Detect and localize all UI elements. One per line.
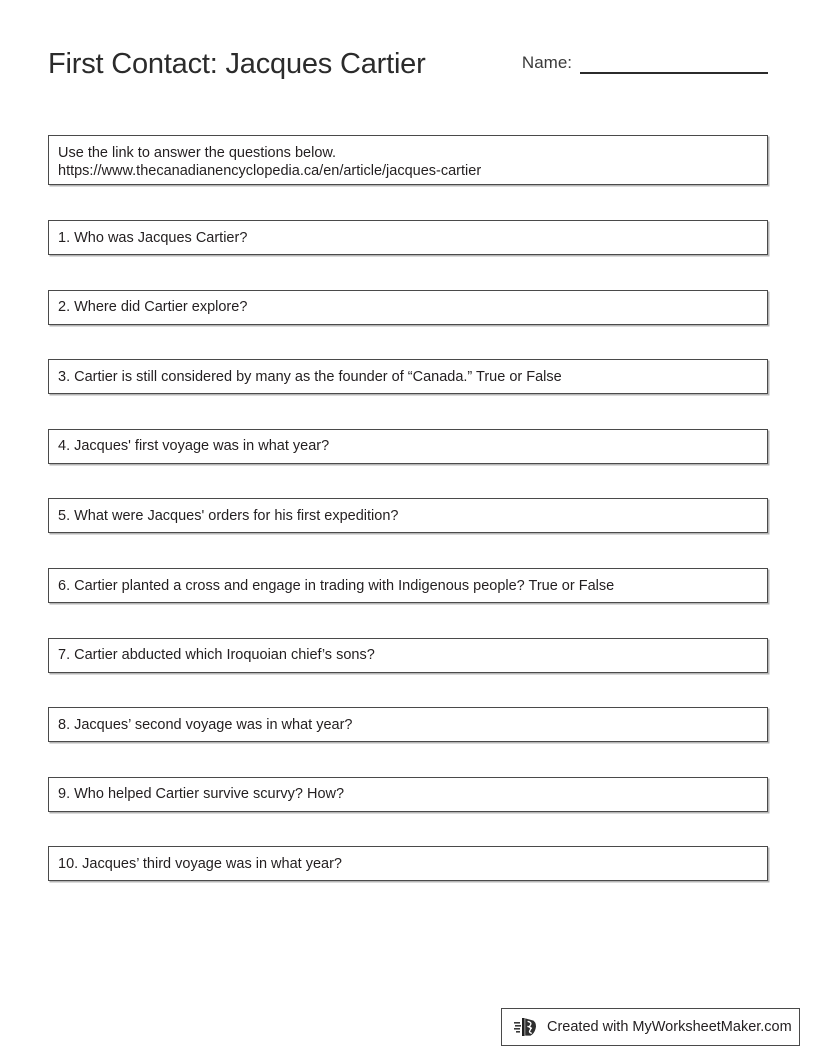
- question-box-3[interactable]: [48, 359, 768, 394]
- credit-badge[interactable]: [501, 1008, 800, 1046]
- name-label: Name:: [521, 53, 572, 72]
- question-text: 4. Jacques' first voyage was in what year?: [58, 438, 330, 455]
- instructions-link[interactable]: https://www.thecanadianencyclopedia.ca/en/article/jacques-cartier: [58, 163, 482, 179]
- question-text: 2. Where did Cartier explore?: [58, 299, 248, 316]
- instructions-box: [48, 135, 768, 185]
- question-box-6[interactable]: [48, 568, 768, 603]
- question-text: 10. Jacques’ third voyage was in what year?: [58, 855, 342, 872]
- question-box-8[interactable]: [48, 707, 768, 742]
- question-box-5[interactable]: [48, 498, 768, 533]
- question-box-2[interactable]: [48, 290, 768, 325]
- question-text: 6. Cartier planted a cross and engage in trading with Indigenous people? True or False: [58, 577, 615, 594]
- name-input-line[interactable]: [580, 50, 768, 74]
- question-box-9[interactable]: [48, 777, 768, 812]
- question-text: 8. Jacques’ second voyage was in what year?: [58, 716, 353, 733]
- worksheet-maker-logo-icon: [514, 1016, 538, 1038]
- worksheet-header: [48, 44, 768, 90]
- question-text: 5. What were Jacques' orders for his first expedition?: [58, 507, 399, 524]
- question-text: 3. Cartier is still considered by many as the founder of “Canada.” True or False: [58, 368, 562, 385]
- question-text: 7. Cartier abducted which Iroquoian chief’s sons?: [58, 647, 375, 664]
- page-title: First Contact: Jacques Cartier: [48, 48, 426, 80]
- name-field-group: [522, 50, 768, 74]
- question-box-4[interactable]: [48, 429, 768, 464]
- question-text: 1. Who was Jacques Cartier?: [58, 229, 248, 246]
- instructions-line-1: Use the link to answer the questions below.: [58, 145, 337, 161]
- question-box-7[interactable]: [48, 638, 768, 673]
- question-text: 9. Who helped Cartier survive scurvy? How?: [58, 786, 345, 803]
- credit-badge-label: Created with MyWorksheetMaker.com: [547, 1019, 792, 1035]
- question-box-1[interactable]: [48, 220, 768, 255]
- question-box-10[interactable]: [48, 846, 768, 881]
